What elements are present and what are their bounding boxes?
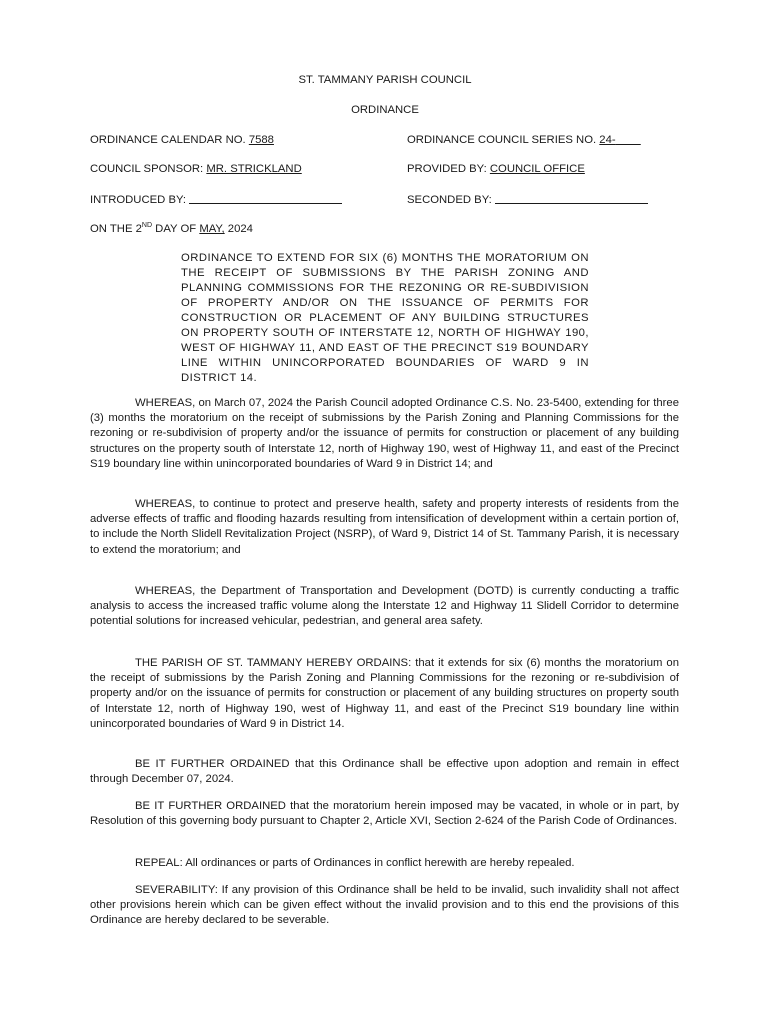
calendar-number-field	[90, 134, 274, 146]
date-year: 2024	[224, 223, 253, 235]
vacate-paragraph: BE IT FURTHER ORDAINED that the moratorium herein imposed may be vacated, in whole or in part, by Resolution of this governing body pursuant to Chapter 2, Article XVI, Section 2-624 of the Parish Code of Ordinances.	[90, 800, 679, 828]
calendar-number-label: ORDINANCE CALENDAR NO.	[90, 134, 246, 146]
provided-by-label: PROVIDED BY:	[407, 163, 487, 175]
council-heading: ST. TAMMANY PARISH COUNCIL	[298, 74, 472, 86]
calendar-number-value: 7588	[248, 134, 274, 146]
effective-date-paragraph: BE IT FURTHER ORDAINED that this Ordinance shall be effective upon adoption and remain in effect through December 07, 2024.	[90, 758, 679, 786]
series-number-value: 24-	[599, 134, 616, 146]
whereas-paragraph-1: WHEREAS, on March 07, 2024 the Parish Council adopted Ordinance C.S. No. 23-5400, extending for three (3) months the moratorium on the receipt of submissions by the Parish Zoning and Planning Commissions for the rezoning or re-subdivision of property and/or the issuance of permits for construction or placement of any building structures on the property south of Interstate 12, north of Highway 190, west of Highway 11, and east of the Precinct S19 boundary line within unincorporated boundaries of Ward 9 in District 14; and	[90, 397, 679, 470]
series-number-field	[407, 134, 641, 146]
document-title: ORDINANCE	[351, 104, 419, 116]
introduced-by-label: INTRODUCED BY:	[90, 194, 187, 206]
whereas-paragraph-3: WHEREAS, the Department of Transportation and Development (DOTD) is currently conducting a traffic analysis to access the increased traffic volume along the Interstate 12 and Highway 11 Slidell Corridor to determine potential solutions for increased vehicular, pedestrian, and general area safety.	[90, 585, 679, 628]
seconded-by-label: SECONDED BY:	[407, 194, 492, 206]
series-number-label: ORDINANCE COUNCIL SERIES NO.	[407, 134, 597, 146]
date-ordinal-suffix: ND	[141, 222, 153, 229]
ordinance-summary: ORDINANCE TO EXTEND FOR SIX (6) MONTHS THE MORATORIUM ON THE RECEIPT OF SUBMISSIONS BY THE PARISH ZONING AND PLANNING COMMISSIONS FOR THE REZONING OR RE-SUBDIVISION OF PROPERTY AND/OR ON THE ISSUANCE OF PERMITS FOR CONSTRUCTION OR PLACEMENT OF ANY BUILDING STRUCTURES ON PROPERTY SOUTH OF INTERSTATE 12, NORTH OF HIGHWAY 190, WEST OF HIGHWAY 11, AND EAST OF THE PRECINCT S19 BOUNDARY LINE WITHIN UNINCORPORATED BOUNDARIES OF WARD 9 IN DISTRICT 14.	[181, 252, 589, 384]
date-prefix: ON THE 2	[90, 223, 142, 235]
date-mid: DAY OF	[152, 223, 200, 235]
seconded-by-blank-line	[495, 193, 648, 204]
whereas-paragraph-2: WHEREAS, to continue to protect and preserve health, safety and property interests of residents from the adverse effects of traffic and flooding hazards resulting from intensification of development within a certain portion of, to include the North Slidell Revitalization Project (NSRP), of Ward 9, District 14 of St. Tammany Parish, it is necessary to extend the moratorium; and	[90, 498, 679, 556]
provided-by-value: COUNCIL OFFICE	[489, 163, 585, 175]
council-sponsor-value: MR. STRICKLAND	[206, 163, 302, 175]
ordains-paragraph: THE PARISH OF ST. TAMMANY HEREBY ORDAINS: that it extends for six (6) months the moratorium on the receipt of submissions by the Parish Zoning and Planning Commissions for the rezoning or re-subdivision of property and/or on the issuance of permits for construction or placement of any building structures on property south of Interstate 12, north of Highway 190, west of Highway 11, and east of the Precinct S19 boundary line within unincorporated boundaries of Ward 9 in District 14.	[90, 657, 679, 730]
provided-by-field	[407, 163, 585, 175]
introduced-by-field	[90, 193, 342, 206]
council-sponsor-field	[90, 163, 302, 175]
council-sponsor-label: COUNCIL SPONSOR:	[90, 163, 204, 175]
severability-paragraph: SEVERABILITY: If any provision of this Ordinance shall be held to be invalid, such invalidity shall not affect other provisions herein which can be given effect without the invalid provision and to this end the provisions of this Ordinance are hereby declared to be severable.	[90, 884, 679, 927]
seconded-by-field	[407, 193, 648, 206]
adoption-date-line	[90, 223, 253, 235]
introduced-by-blank-line	[189, 193, 342, 204]
date-month: MAY,	[199, 223, 225, 235]
repeal-paragraph: REPEAL: All ordinances or parts of Ordinances in conflict herewith are hereby repealed.	[135, 857, 575, 869]
